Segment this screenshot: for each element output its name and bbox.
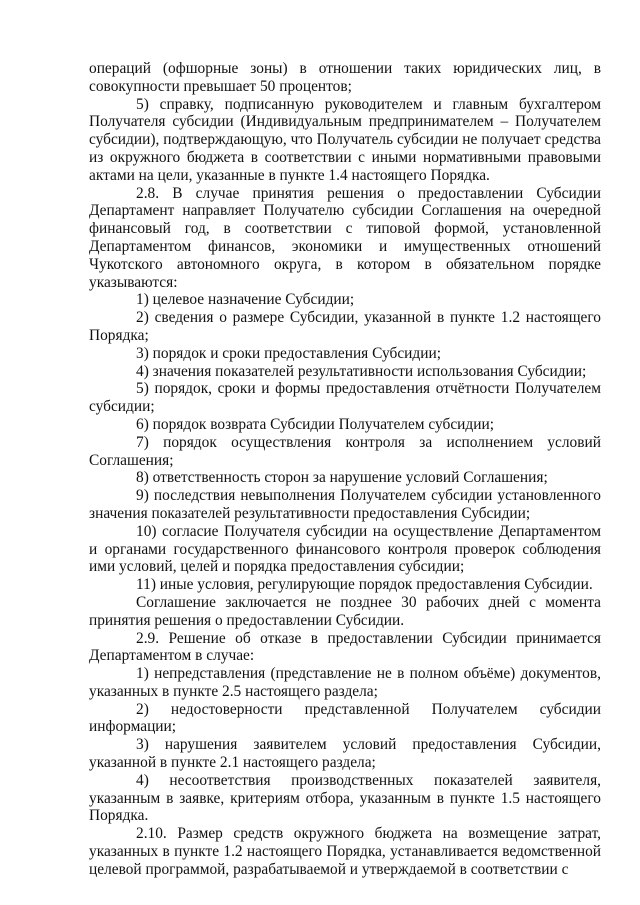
refusal-item-1: 1) непредставления (представление не в полном объёме) документов, указанных в пункте 2.5 настоящего раздела;	[89, 665, 601, 700]
agreement-item-2: 2) сведения о размере Субсидии, указанной в пункте 1.2 настоящего Порядка;	[89, 309, 601, 344]
agreement-item-11: 11) иные условия, регулирующие порядок предоставления Субсидии.	[136, 576, 593, 594]
agreement-item-10: 10) согласие Получателя субсидии на осуществление Департаментом и органами государственного финансового контроля проверок соблюдения ими условий, целей и порядка предоставления субсидии;	[89, 522, 601, 576]
paragraph-continuation: операций (офшорные зоны) в отношении таких юридических лиц, в совокупности превышает 50 процентов;	[89, 60, 601, 95]
agreement-item-4: 4) значения показателей результативности использования Субсидии;	[136, 362, 587, 380]
clause-2-10: 2.10. Размер средств окружного бюджета на возмещение затрат, указанных в пункте 1.2 настоящего Порядка, устанавливается ведомственной целевой программой, разрабатываемой и утверждаемой в соответствии с	[89, 825, 601, 878]
clause-2-9: 2.9. Решение об отказе в предоставлении Субсидии принимается Департаментом в случае:	[89, 629, 601, 665]
agreement-item-3: 3) порядок и сроки предоставления Субсидии;	[136, 344, 441, 362]
list-item-5-certificate: 5) справку, подписанную руководителем и главным бухгалтером Получателя субсидии (Индивидуальным предпринимателем – Получателем субсидии), подтверждающую, что Получатель субсидии не получает средства из окружного бюджета в соответствии с иными нормативными правовыми актами на цели, указанные в пункте 1.4 настоящего Порядка.	[89, 95, 601, 184]
agreement-item-9: 9) последствия невыполнения Получателем субсидии установленного значения показателей результативности предоставления Субсидии;	[89, 487, 601, 522]
agreement-item-7: 7) порядок осуществления контроля за исполнением условий Соглашения;	[89, 433, 601, 469]
agreement-deadline: Соглашение заключается не позднее 30 рабочих дней с момента принятия решения о предоставлении Субсидии.	[89, 593, 601, 629]
agreement-item-5: 5) порядок, сроки и формы предоставления отчётности Получателем субсидии;	[89, 380, 601, 416]
refusal-item-2: 2) недостоверности представленной Получателем субсидии информации;	[89, 700, 601, 736]
refusal-item-3: 3) нарушения заявителем условий предоставления Субсидии, указанной в пункте 2.1 настоящего раздела;	[89, 736, 601, 772]
agreement-item-6: 6) порядок возврата Субсидии Получателем субсидии;	[136, 415, 494, 433]
agreement-item-1: 1) целевое назначение Субсидии;	[136, 291, 355, 309]
clause-2-8: 2.8. В случае принятия решения о предоставлении Субсидии Департамент направляет Получателю субсидии Соглашения на очередной финансовый год, в соответствии с типовой формой, установленной Департаментом финансов, экономики и имущественных отношений Чукотского автономного округа, в котором в обязательном порядке указываются:	[89, 184, 601, 291]
agreement-item-8: 8) ответственность сторон за нарушение условий Соглашения;	[136, 469, 548, 487]
document-page	[89, 60, 601, 879]
refusal-item-4: 4) несоответствия производственных показателей заявителя, указанным в заявке, критериям отбора, указанным в пункте 1.5 настоящего Порядка.	[89, 771, 601, 825]
